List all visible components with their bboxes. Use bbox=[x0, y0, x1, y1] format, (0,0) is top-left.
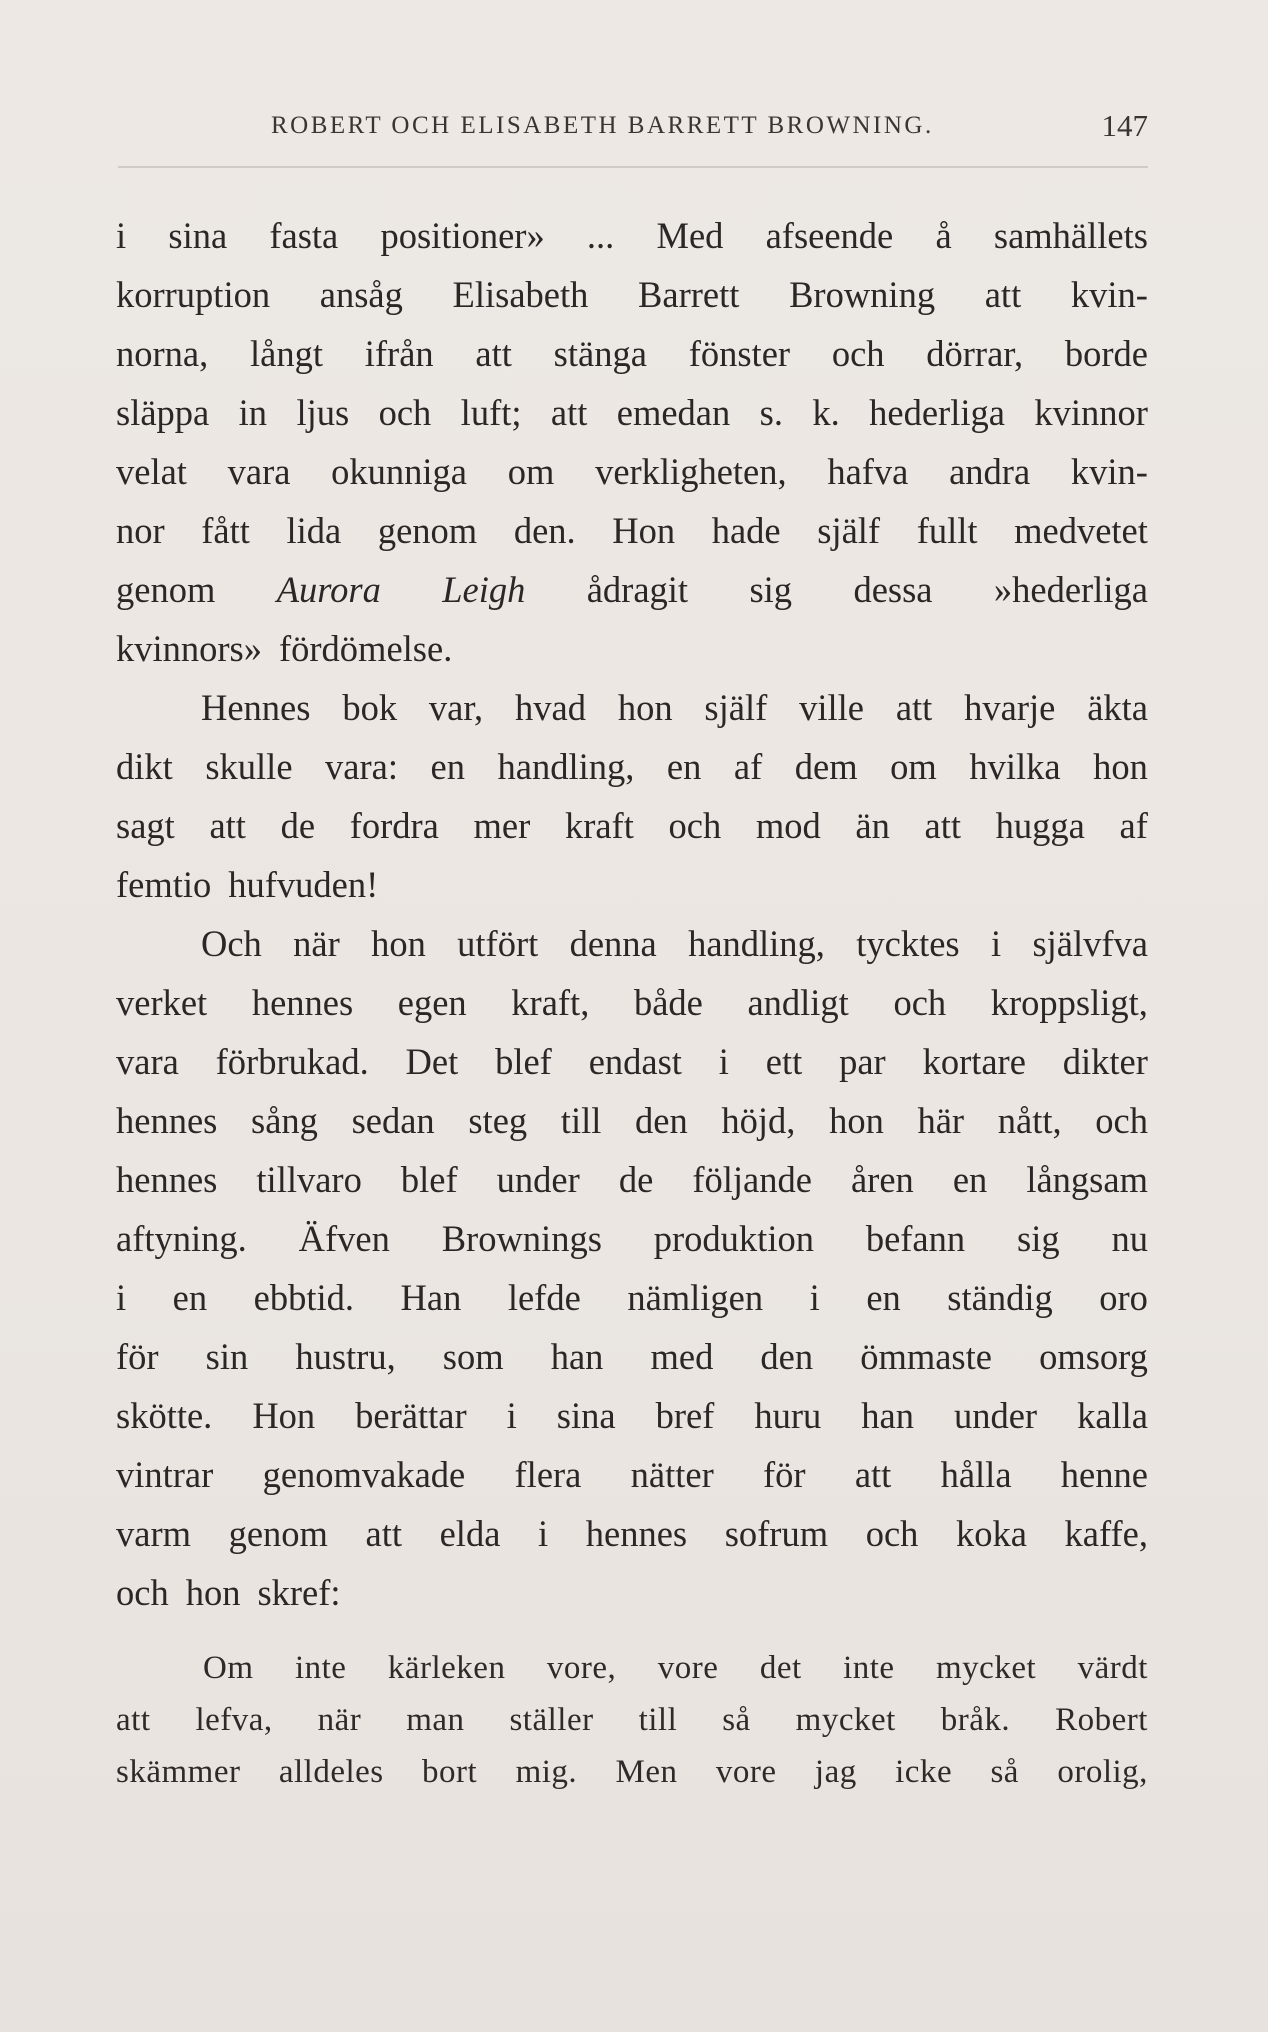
word: varm bbox=[116, 1513, 191, 1554]
word: vore bbox=[715, 1754, 777, 1790]
word: att bbox=[854, 1454, 892, 1495]
word: att bbox=[475, 333, 512, 374]
word: Han bbox=[400, 1277, 462, 1318]
text-line bbox=[116, 560, 1148, 619]
word: hon bbox=[829, 1100, 884, 1141]
word: stänga bbox=[553, 333, 647, 374]
word: den bbox=[635, 1100, 688, 1141]
text-line bbox=[116, 442, 1148, 501]
word: luft; bbox=[460, 392, 522, 433]
word: nu bbox=[1111, 1218, 1148, 1259]
word: Barrett bbox=[638, 274, 740, 315]
word: henne bbox=[1060, 1454, 1148, 1495]
word: bort bbox=[422, 1754, 478, 1790]
word: hufvuden! bbox=[228, 864, 379, 905]
word: Browning bbox=[789, 274, 936, 315]
text-line bbox=[116, 855, 1148, 914]
word: verkligheten, bbox=[595, 451, 787, 492]
word: fördömelse. bbox=[279, 628, 453, 669]
word: i bbox=[116, 1277, 127, 1318]
word: Brownings bbox=[441, 1218, 602, 1259]
text-line bbox=[116, 1504, 1148, 1563]
word: sagt bbox=[116, 805, 175, 846]
word: k. bbox=[812, 392, 840, 433]
word: nätter bbox=[630, 1454, 714, 1495]
word: än bbox=[855, 805, 890, 846]
word: vara bbox=[116, 1041, 179, 1082]
word: en bbox=[172, 1277, 208, 1318]
word: in bbox=[238, 392, 268, 433]
word: fordra bbox=[349, 805, 439, 846]
word: med bbox=[650, 1336, 714, 1377]
word: positioner» bbox=[380, 215, 545, 256]
word: de bbox=[280, 805, 316, 846]
word: dem bbox=[794, 746, 858, 787]
word: denna bbox=[569, 923, 657, 964]
text-line bbox=[116, 1327, 1148, 1386]
word: förbrukad. bbox=[215, 1041, 369, 1082]
word: som bbox=[442, 1336, 504, 1377]
text-line bbox=[116, 1150, 1148, 1209]
text-line bbox=[116, 1209, 1148, 1268]
word: de bbox=[618, 1159, 654, 1200]
text-line bbox=[116, 1032, 1148, 1091]
header-rule bbox=[118, 166, 1148, 168]
word: borde bbox=[1064, 333, 1148, 374]
word: bråk. bbox=[940, 1702, 1011, 1738]
word: långt bbox=[250, 333, 323, 374]
word: skämmer bbox=[116, 1754, 241, 1790]
word: och bbox=[668, 805, 722, 846]
text-line bbox=[116, 383, 1148, 442]
word: för bbox=[116, 1336, 159, 1377]
word: omsorg bbox=[1039, 1336, 1148, 1377]
word: Äfven bbox=[298, 1218, 390, 1259]
word: endast bbox=[588, 1041, 682, 1082]
word: sång bbox=[251, 1100, 318, 1141]
word: inte bbox=[843, 1650, 895, 1686]
word: bok bbox=[342, 687, 398, 728]
word: ifrån bbox=[364, 333, 434, 374]
word: så bbox=[722, 1702, 751, 1738]
word: lefva, bbox=[195, 1702, 273, 1738]
word: Elisabeth bbox=[452, 274, 589, 315]
quoted-letter bbox=[116, 1642, 1148, 1798]
word: om bbox=[890, 746, 937, 787]
word: i bbox=[116, 215, 127, 256]
word: dessa bbox=[853, 569, 933, 610]
word: par bbox=[839, 1041, 886, 1082]
word: under bbox=[496, 1159, 580, 1200]
text-line bbox=[116, 914, 1148, 973]
word: kvin- bbox=[1070, 274, 1148, 315]
word: lida bbox=[286, 510, 342, 551]
word: att bbox=[924, 805, 962, 846]
word: ebbtid. bbox=[253, 1277, 354, 1318]
word: kvin- bbox=[1070, 451, 1148, 492]
word: ömmaste bbox=[860, 1336, 992, 1377]
word: hustru, bbox=[295, 1336, 396, 1377]
word: kroppsligt, bbox=[990, 982, 1148, 1023]
word: hugga bbox=[995, 805, 1085, 846]
word: till bbox=[638, 1702, 678, 1738]
word: följande bbox=[692, 1159, 812, 1200]
word: Robert bbox=[1055, 1702, 1148, 1738]
word: hon bbox=[371, 923, 426, 964]
text-line bbox=[116, 1445, 1148, 1504]
word: icke bbox=[895, 1754, 953, 1790]
word: Och bbox=[201, 923, 262, 964]
word: utfört bbox=[457, 923, 539, 964]
word: af bbox=[733, 746, 763, 787]
word: huru bbox=[754, 1395, 822, 1436]
word: han bbox=[550, 1336, 604, 1377]
word: koka bbox=[956, 1513, 1027, 1554]
text-line bbox=[116, 1563, 1148, 1622]
word: mycket bbox=[795, 1702, 896, 1738]
word: genomvakade bbox=[262, 1454, 466, 1495]
word: när bbox=[317, 1702, 362, 1738]
word: kaffe, bbox=[1064, 1513, 1148, 1554]
word: en bbox=[866, 1277, 901, 1318]
word: kärleken bbox=[387, 1650, 506, 1686]
word: flera bbox=[514, 1454, 582, 1495]
word: Hon bbox=[252, 1395, 316, 1436]
word: handling, bbox=[497, 746, 635, 787]
word: en bbox=[666, 746, 702, 787]
word: ljus bbox=[296, 392, 350, 433]
word: Med bbox=[656, 215, 724, 256]
word: självfva bbox=[1032, 923, 1148, 964]
word: oro bbox=[1099, 1277, 1148, 1318]
word: när bbox=[293, 923, 340, 964]
word: hvarje bbox=[964, 687, 1056, 728]
word: af bbox=[1119, 805, 1148, 846]
word: hvilka bbox=[969, 746, 1061, 787]
word: blef bbox=[400, 1159, 458, 1200]
word: norna, bbox=[116, 333, 209, 374]
word: vintrar bbox=[116, 1454, 214, 1495]
word: själf bbox=[704, 687, 768, 728]
word: genom bbox=[377, 510, 478, 551]
word: sofrum bbox=[724, 1513, 829, 1554]
page-number: 147 bbox=[1101, 108, 1148, 143]
word: medvetet bbox=[1014, 510, 1148, 551]
word: mycket bbox=[936, 1650, 1037, 1686]
word: i bbox=[990, 923, 1002, 964]
word: Aurora bbox=[276, 569, 381, 610]
body-text bbox=[116, 206, 1148, 1622]
word: under bbox=[953, 1395, 1038, 1436]
word: kraft, bbox=[511, 982, 590, 1023]
word: man bbox=[406, 1702, 465, 1738]
word: kalla bbox=[1077, 1395, 1148, 1436]
word: Om bbox=[203, 1650, 254, 1686]
word: andra bbox=[949, 451, 1031, 492]
word: skötte. bbox=[116, 1395, 213, 1436]
word: i bbox=[538, 1513, 549, 1554]
word: å bbox=[935, 215, 952, 256]
word: elda bbox=[439, 1513, 501, 1554]
word: sina bbox=[556, 1395, 616, 1436]
text-line bbox=[116, 1386, 1148, 1445]
word: korruption bbox=[116, 274, 271, 315]
word: vara: bbox=[325, 746, 398, 787]
word: långsam bbox=[1026, 1159, 1148, 1200]
word: släppa bbox=[116, 392, 210, 433]
word: själf bbox=[817, 510, 881, 551]
word: hafva bbox=[827, 451, 909, 492]
word: sig bbox=[1017, 1218, 1060, 1259]
text-line bbox=[116, 1268, 1148, 1327]
word: nor bbox=[116, 510, 165, 551]
word: dikt bbox=[116, 746, 173, 787]
text-line bbox=[116, 737, 1148, 796]
word: den. bbox=[513, 510, 576, 551]
text-line bbox=[116, 678, 1148, 737]
word: kortare bbox=[922, 1041, 1026, 1082]
word: kvinnor bbox=[1034, 392, 1148, 433]
word: hennes bbox=[116, 1100, 218, 1141]
quote-line bbox=[116, 1642, 1148, 1694]
word: äkta bbox=[1087, 687, 1148, 728]
text-line bbox=[116, 973, 1148, 1032]
word: värdt bbox=[1077, 1650, 1148, 1686]
text-line bbox=[116, 1091, 1148, 1150]
word: nått, bbox=[997, 1100, 1062, 1141]
word: hon bbox=[185, 1572, 241, 1613]
text-line bbox=[116, 501, 1148, 560]
word: fått bbox=[201, 510, 250, 551]
word: fasta bbox=[269, 215, 339, 256]
word: hon bbox=[1093, 746, 1148, 787]
word: en bbox=[430, 746, 465, 787]
text-line bbox=[116, 265, 1148, 324]
word: att bbox=[116, 1702, 151, 1738]
word: bref bbox=[655, 1395, 715, 1436]
word: om bbox=[507, 451, 555, 492]
word: ville bbox=[799, 687, 864, 728]
word: både bbox=[633, 982, 703, 1023]
running-title: ROBERT OCH ELISABETH BARRETT BROWNING. bbox=[271, 112, 934, 139]
word: sedan bbox=[351, 1100, 435, 1141]
word: han bbox=[861, 1395, 914, 1436]
word: det bbox=[759, 1650, 802, 1686]
word: att bbox=[984, 274, 1022, 315]
word: aftyning. bbox=[116, 1218, 247, 1259]
word: blef bbox=[495, 1041, 552, 1082]
word: vore, bbox=[546, 1650, 617, 1686]
word: andligt bbox=[747, 982, 849, 1023]
word: Det bbox=[405, 1041, 459, 1082]
word: var, bbox=[428, 687, 484, 728]
word: vore bbox=[657, 1650, 719, 1686]
word: ansåg bbox=[319, 274, 403, 315]
word: att bbox=[209, 805, 246, 846]
word: en bbox=[952, 1159, 988, 1200]
word: ådragit bbox=[586, 569, 689, 610]
word: Leigh bbox=[442, 569, 526, 610]
word: åren bbox=[850, 1159, 914, 1200]
word: ... bbox=[586, 215, 615, 256]
word: befann bbox=[865, 1218, 966, 1259]
word: höjd, bbox=[721, 1100, 796, 1141]
word: mer bbox=[473, 805, 531, 846]
word: att bbox=[895, 687, 933, 728]
word: sig bbox=[749, 569, 793, 610]
word: Hon bbox=[612, 510, 676, 551]
word: jag bbox=[814, 1754, 857, 1790]
word: hennes bbox=[585, 1513, 688, 1554]
text-line bbox=[116, 324, 1148, 383]
word: handling, bbox=[688, 923, 825, 964]
word: dörrar, bbox=[926, 333, 1024, 374]
word: och bbox=[1095, 1100, 1148, 1141]
word: emedan bbox=[616, 392, 731, 433]
word: hon bbox=[617, 687, 673, 728]
word: Men bbox=[615, 1754, 678, 1790]
word: s. bbox=[759, 392, 783, 433]
word: och bbox=[893, 982, 947, 1023]
word: egen bbox=[397, 982, 467, 1023]
word: hennes bbox=[251, 982, 354, 1023]
word: här bbox=[917, 1100, 965, 1141]
word: kraft bbox=[564, 805, 634, 846]
word: »hederliga bbox=[993, 569, 1148, 610]
word: till bbox=[560, 1100, 602, 1141]
running-header bbox=[118, 108, 1148, 152]
word: hederliga bbox=[869, 392, 1005, 433]
word: nämligen bbox=[627, 1277, 764, 1318]
text-line bbox=[116, 206, 1148, 265]
word: tillvaro bbox=[256, 1159, 362, 1200]
word: genom bbox=[228, 1513, 328, 1554]
word: och bbox=[116, 1572, 169, 1613]
word: i bbox=[718, 1041, 729, 1082]
word: vara bbox=[227, 451, 291, 492]
word: så bbox=[990, 1754, 1019, 1790]
word: Hennes bbox=[201, 687, 311, 728]
word: att bbox=[365, 1513, 403, 1554]
word: berättar bbox=[355, 1395, 467, 1436]
word: hennes bbox=[116, 1159, 218, 1200]
word: femtio bbox=[116, 864, 212, 905]
word: kvinnors» bbox=[116, 628, 262, 669]
word: produktion bbox=[653, 1218, 814, 1259]
word: den bbox=[760, 1336, 814, 1377]
word: mod bbox=[755, 805, 821, 846]
word: skref: bbox=[257, 1572, 341, 1613]
word: lefde bbox=[507, 1277, 581, 1318]
word: velat bbox=[116, 451, 187, 492]
word: samhällets bbox=[993, 215, 1148, 256]
word: fullt bbox=[916, 510, 978, 551]
word: och bbox=[831, 333, 885, 374]
word: i bbox=[809, 1277, 820, 1318]
word: verket bbox=[116, 982, 208, 1023]
word: genom bbox=[116, 569, 216, 610]
word: ständig bbox=[947, 1277, 1053, 1318]
word: hade bbox=[711, 510, 781, 551]
word: skulle bbox=[205, 746, 293, 787]
text-line bbox=[116, 796, 1148, 855]
word: hålla bbox=[940, 1454, 1012, 1495]
word: inte bbox=[294, 1650, 347, 1686]
word: i bbox=[506, 1395, 517, 1436]
word: sina bbox=[168, 215, 228, 256]
word: ställer bbox=[509, 1702, 594, 1738]
quote-line bbox=[116, 1694, 1148, 1746]
word: och bbox=[865, 1513, 919, 1554]
text-line bbox=[116, 619, 1148, 678]
word: afseende bbox=[765, 215, 894, 256]
word: okunniga bbox=[331, 451, 467, 492]
word: fönster bbox=[688, 333, 791, 374]
word: tycktes bbox=[856, 923, 960, 964]
quote-line bbox=[116, 1746, 1148, 1798]
word: ett bbox=[765, 1041, 803, 1082]
word: att bbox=[550, 392, 588, 433]
word: hvad bbox=[515, 687, 586, 728]
word: dikter bbox=[1062, 1041, 1148, 1082]
word: och bbox=[378, 392, 432, 433]
word: alldeles bbox=[278, 1754, 384, 1790]
word: steg bbox=[468, 1100, 528, 1141]
word: orolig, bbox=[1057, 1754, 1148, 1790]
word: sin bbox=[205, 1336, 249, 1377]
word: mig. bbox=[515, 1754, 578, 1790]
word: för bbox=[763, 1454, 806, 1495]
